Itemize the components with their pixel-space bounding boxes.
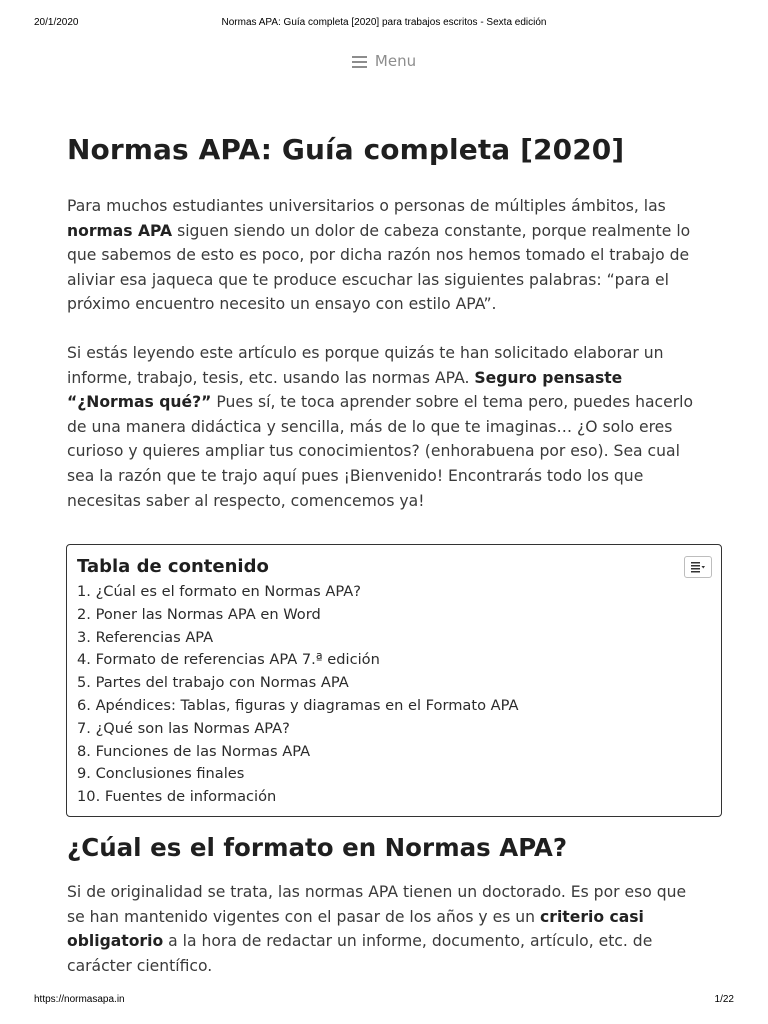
toc-item[interactable]: 8. Funciones de las Normas APA [77, 742, 311, 760]
print-url: https://normasapa.in [34, 994, 125, 1005]
print-date: 20/1/2020 [34, 17, 79, 28]
toc-item[interactable]: 9. Conclusiones finales [77, 765, 245, 783]
toc-list [77, 581, 711, 809]
list-toggle-icon[interactable] [684, 556, 712, 578]
bold-seguro-pensaste: Seguro pensaste “¿Normas qué?” [67, 368, 623, 412]
intro-paragraph-1: Para muchos estudiantes universitarios o personas de múltiples ámbitos, las normas APA siguen siendo un dolor de cabeza constante, porque realmente lo que sabemos de esto es poco, por dicha razón nos hemos tomado el trabajo de aliviar esa jaqueca que te produce escuchar las siguientes palabras: “para el próximo encuentro necesito un ensayo con estilo APA”. [67, 197, 691, 314]
toc-item[interactable]: 5. Partes del trabajo con Normas APA [77, 674, 349, 692]
menu-button[interactable] [0, 52, 768, 70]
toc-item[interactable]: 1. ¿Cúal es el formato en Normas APA? [77, 583, 361, 600]
print-page-title: Normas APA: Guía completa [2020] para trabajos escritos - Sexta edición [221, 17, 547, 28]
toc-title: Tabla de contenido [77, 556, 269, 577]
toc-item[interactable]: 3. Referencias APA [77, 628, 214, 646]
toc-item[interactable]: 4. Formato de referencias APA 7.ª edición [77, 651, 380, 669]
article-title: Normas APA: Guía completa [2020] [67, 133, 625, 166]
toc-item[interactable]: 6. Apéndices: Tablas, figuras y diagramas en el Formato APA [77, 696, 519, 714]
menu-label: Menu [374, 52, 417, 70]
article-content [67, 128, 707, 513]
table-of-contents [66, 544, 722, 817]
intro-paragraph-2: Si estás leyendo este artículo es porque quizás te han solicitado elaborar un informe, trabajo, tesis, etc. usando las normas APA. Seguro pensaste “¿Normas qué?” Pues sí, te toca aprender sobre el tema pero, puedes hacerlo de una manera didáctica y sencilla, más de lo que te imaginas… ¿O solo eres curioso y quieres ampliar tus conocimientos? (enhorabuena por eso). Sea cual sea la razón que te trajo aquí pues ¡Bienvenido! Encontrarás todo los que necesitas saber al respecto, comencemos ya! [67, 343, 693, 510]
hamburger-icon [352, 56, 367, 67]
toc-item[interactable]: 10. Fuentes de información [77, 788, 277, 806]
section-heading: ¿Cúal es el formato en Normas APA? [67, 833, 568, 862]
bold-normas-apa: normas APA [67, 221, 173, 240]
toc-item[interactable]: 2. Poner las Normas APA en Word [77, 605, 321, 623]
bold-criterio: criterio casi obligatorio [67, 907, 644, 951]
toc-item[interactable]: 7. ¿Qué son las Normas APA? [77, 719, 290, 737]
section-paragraph: Si de originalidad se trata, las normas APA tienen un doctorado. Es por eso que se han mantenido vigentes con el pasar de los años y es un criterio casi obligatorio a la hora de redactar un informe, documento, artículo, etc. de carácter científico. [67, 883, 687, 975]
page-number: 1/22 [714, 994, 734, 1005]
